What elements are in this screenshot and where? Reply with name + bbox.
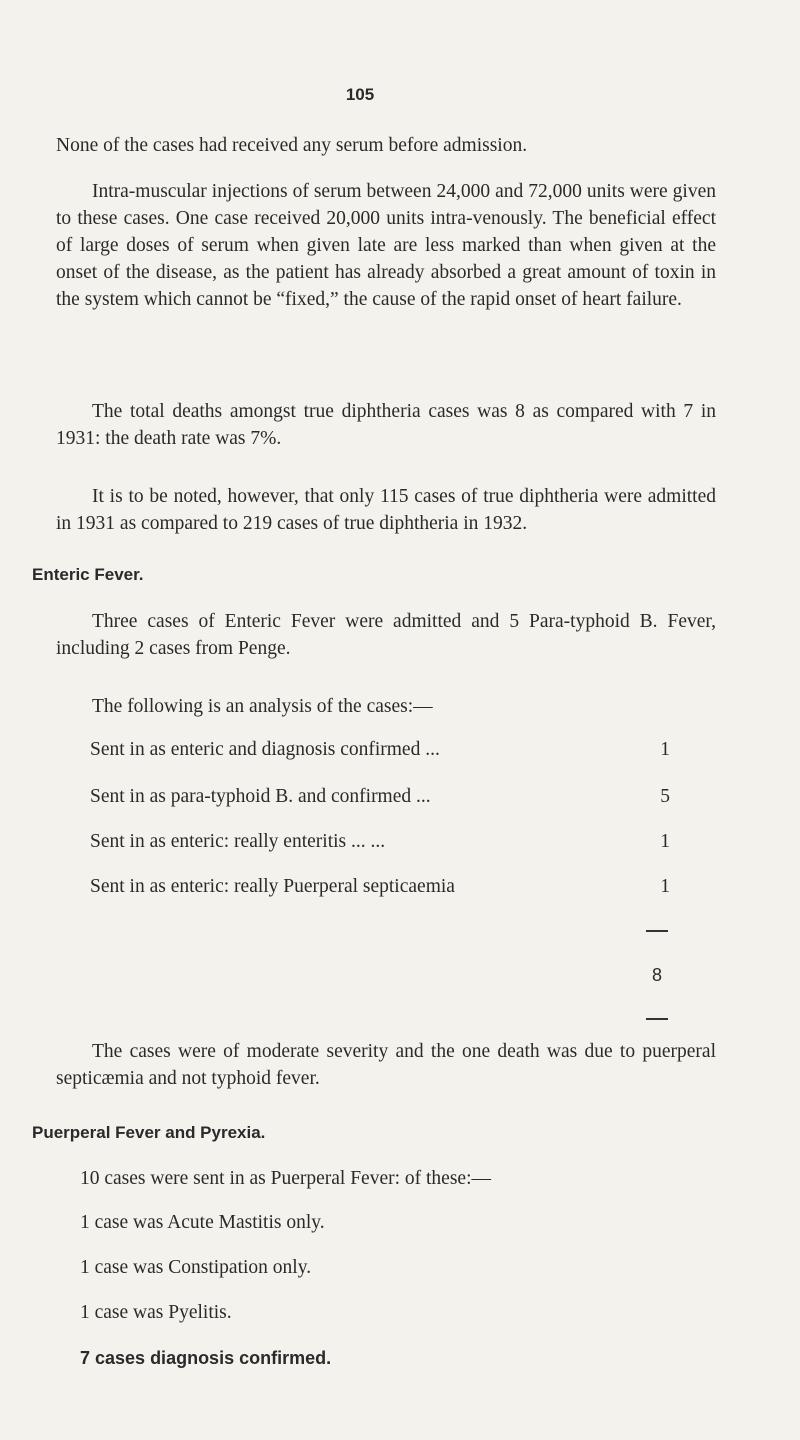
- analysis-row-label: Sent in as enteric: really enteritis ... ...: [90, 831, 386, 852]
- paragraph-analysis-intro: The following is an analysis of the cases:—: [92, 696, 433, 717]
- analysis-row-count: 5: [660, 786, 670, 807]
- heading-enteric-fever: Enteric Fever.: [32, 565, 144, 584]
- analysis-row: [90, 831, 670, 853]
- page-number: 105: [345, 85, 375, 104]
- list-item: 1 case was Constipation only.: [80, 1257, 312, 1278]
- paragraph-enteric-conclusion: The cases were of moderate severity and the one death was due to puerperal septicæmia and not typhoid fever.: [56, 1041, 716, 1089]
- list-item: 1 case was Acute Mastitis only.: [80, 1212, 325, 1233]
- paragraph-noted: It is to be noted, however, that only 115 cases of true diphtheria were admitted in 1931 as compared to 219 cases of true diphtheria in 1932.: [56, 486, 716, 534]
- analysis-row: [90, 786, 670, 808]
- paragraph-injections: Intra-muscular injections of serum between 24,000 and 72,000 units were given to these cases. One case received 20,000 units intra-venously. The beneficial effect of large doses of serum when given late are less marked than when given at the onset of the disease, as the patient has already absorbed a great amount of toxin in the system which cannot be “fixed,” the cause of the rapid onset of heart failure.: [56, 181, 716, 310]
- total-rule-top: [646, 930, 668, 932]
- paragraph-enteric-intro: Three cases of Enteric Fever were admitted and 5 Para-typhoid B. Fever, including 2 cases from Penge.: [56, 611, 716, 659]
- list-item: 1 case was Pyelitis.: [80, 1302, 232, 1323]
- paragraph-deaths: The total deaths amongst true diphtheria cases was 8 as compared with 7 in 1931: the death rate was 7%.: [56, 401, 716, 449]
- heading-puerperal-fever: Puerperal Fever and Pyrexia.: [32, 1123, 266, 1142]
- list-item: 7 cases diagnosis confirmed.: [80, 1348, 332, 1368]
- analysis-row-label: Sent in as enteric and diagnosis confirmed ...: [90, 739, 440, 760]
- analysis-row: [90, 739, 670, 761]
- paragraph-serum: None of the cases had received any serum before admission.: [56, 135, 528, 156]
- analysis-row: [90, 876, 670, 898]
- paragraph-puerperal-intro: 10 cases were sent in as Puerperal Fever: of these:—: [80, 1168, 491, 1189]
- analysis-row-label: Sent in as para-typhoid B. and confirmed ...: [90, 786, 431, 807]
- total-rule-bottom: [646, 1018, 668, 1020]
- analysis-row-count: 1: [660, 831, 670, 852]
- analysis-row-count: 1: [660, 739, 670, 760]
- analysis-row-label: Sent in as enteric: really Puerperal septicaemia: [90, 876, 455, 897]
- analysis-total: 8: [651, 965, 662, 985]
- analysis-row-count: 1: [660, 876, 670, 897]
